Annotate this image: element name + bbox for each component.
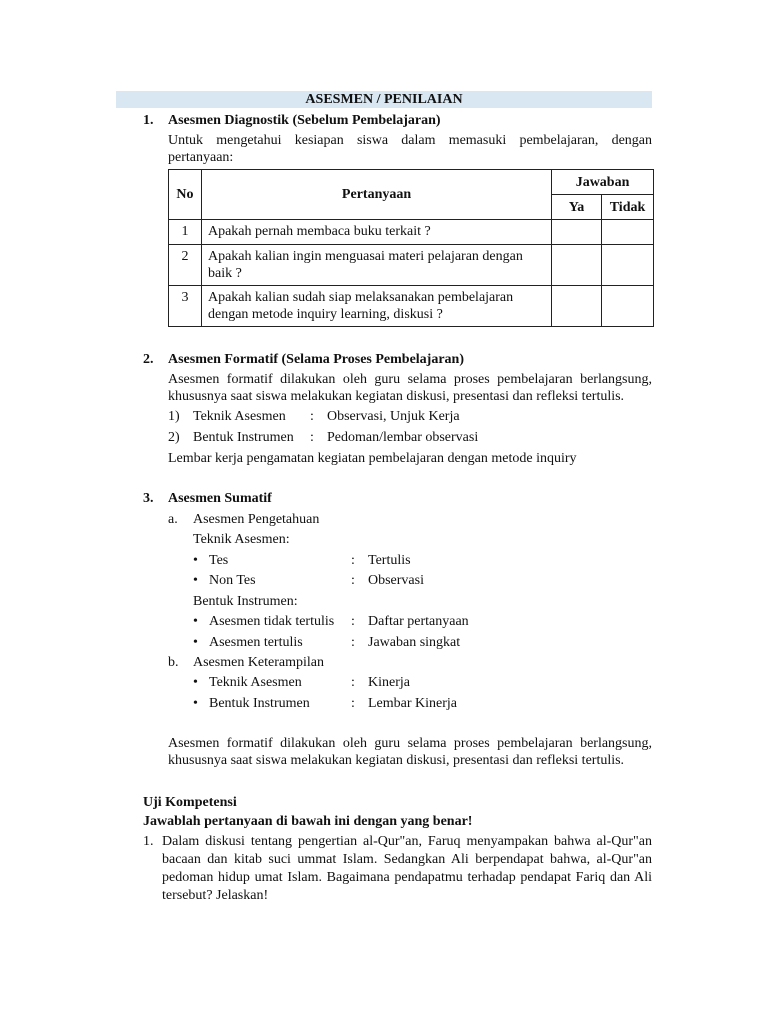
item-colon: :	[351, 696, 355, 711]
sub-title: Asesmen Keterampilan	[193, 655, 325, 670]
item-colon: :	[351, 635, 355, 650]
answer-yes-cell	[552, 286, 602, 327]
answer-no-cell	[602, 220, 654, 245]
section-3-paragraph: Asesmen formatif dilakukan oleh guru selama proses pembelajaran berlangsung, khususnya saat siswa melakukan kegiatan diskusi, presentasi dan refleksi tertulis.	[168, 736, 652, 768]
section-1-intro: Untuk mengetahui kesiapan siswa dalam memasuki pembelajaran, dengan pertanyaan:	[168, 133, 652, 165]
diagnostic-table	[168, 169, 654, 327]
sub-letter: b.	[168, 655, 179, 670]
bullet: •	[193, 614, 198, 629]
header-no: No	[169, 170, 202, 220]
table-row	[169, 286, 654, 327]
item-label: Tes	[209, 553, 229, 568]
sub-title: Asesmen Pengetahuan	[193, 512, 320, 527]
item-label: Bentuk Instrumen	[209, 696, 310, 711]
item-colon: :	[351, 614, 355, 629]
item-value: Pedoman/lembar observasi	[327, 430, 479, 445]
sub-letter: a.	[168, 512, 178, 527]
item-label: Asesmen tidak tertulis	[209, 614, 335, 629]
item-label: Non Tes	[209, 573, 256, 588]
row-question: Apakah kalian ingin menguasai materi pelajaran dengan baik ?	[201, 245, 551, 286]
row-question: Apakah kalian sudah siap melaksanakan pembelajaran dengan metode inquiry learning, diskusi ?	[201, 286, 551, 327]
sub-label: Teknik Asesmen:	[193, 532, 290, 547]
header-answer: Jawaban	[552, 170, 654, 195]
row-number: 1	[169, 220, 202, 245]
question-text: Dalam diskusi tentang pengertian al-Qur"an, Faruq menyampakan bahwa al-Qur"an bacaan dan kitab suci ummat Islam. Sedangkan Ali berpendapat bahwa, al-Qur"an pedoman hidup umat Islam. Bagaimana pendapatmu terhadap pendapat Fariq dan Ali tersebut? Jelaskan!	[162, 834, 652, 903]
page-title: ASESMEN / PENILAIAN	[116, 91, 652, 108]
header-question: Pertanyaan	[201, 170, 551, 220]
answer-no-cell	[602, 286, 654, 327]
table-row	[169, 245, 654, 286]
section-2-paragraph: Asesmen formatif dilakukan oleh guru selama proses pembelajaran berlangsung, khususnya saat siswa melakukan kegiatan diskusi, presentasi dan refleksi tertulis.	[168, 372, 652, 404]
section-2-note: Lembar kerja pengamatan kegiatan pembelajaran dengan metode inquiry	[168, 451, 577, 466]
answer-no-cell	[602, 245, 654, 286]
item-value: Observasi, Unjuk Kerja	[327, 409, 460, 424]
question-number: 1.	[143, 834, 154, 849]
header-yes: Ya	[552, 195, 602, 220]
item-colon: :	[310, 409, 314, 424]
list-marker: 2)	[168, 430, 180, 445]
section-1-heading: Asesmen Diagnostik (Sebelum Pembelajaran)	[168, 113, 441, 128]
list-marker: 1)	[168, 409, 180, 424]
competency-instruction: Jawablah pertanyaan di bawah ini dengan yang benar!	[143, 814, 473, 829]
item-value: Observasi	[368, 573, 424, 588]
row-number: 3	[169, 286, 202, 327]
item-colon: :	[351, 573, 355, 588]
sub-label: Bentuk Instrumen:	[193, 594, 298, 609]
competency-title: Uji Kompetensi	[143, 795, 237, 810]
item-value: Daftar pertanyaan	[368, 614, 469, 629]
row-number: 2	[169, 245, 202, 286]
section-2-number: 2.	[143, 352, 154, 367]
answer-yes-cell	[552, 245, 602, 286]
bullet: •	[193, 696, 198, 711]
item-value: Jawaban singkat	[368, 635, 461, 650]
section-1-number: 1.	[143, 113, 154, 128]
item-value: Tertulis	[368, 553, 411, 568]
bullet: •	[193, 675, 198, 690]
item-colon: :	[351, 675, 355, 690]
row-question: Apakah pernah membaca buku terkait ?	[201, 220, 551, 245]
item-label: Bentuk Instrumen	[193, 430, 294, 445]
bullet: •	[193, 553, 198, 568]
answer-yes-cell	[552, 220, 602, 245]
table-row	[169, 220, 654, 245]
section-2-heading: Asesmen Formatif (Selama Proses Pembelajaran)	[168, 352, 465, 367]
item-label: Teknik Asesmen	[193, 409, 286, 424]
bullet: •	[193, 573, 198, 588]
bullet: •	[193, 635, 198, 650]
item-colon: :	[310, 430, 314, 445]
item-label: Asesmen tertulis	[209, 635, 303, 650]
section-3-heading: Asesmen Sumatif	[168, 491, 272, 506]
header-no-answer: Tidak	[602, 195, 654, 220]
item-label: Teknik Asesmen	[209, 675, 302, 690]
item-colon: :	[351, 553, 355, 568]
item-value: Lembar Kinerja	[368, 696, 458, 711]
section-3-number: 3.	[143, 491, 154, 506]
item-value: Kinerja	[368, 675, 410, 690]
